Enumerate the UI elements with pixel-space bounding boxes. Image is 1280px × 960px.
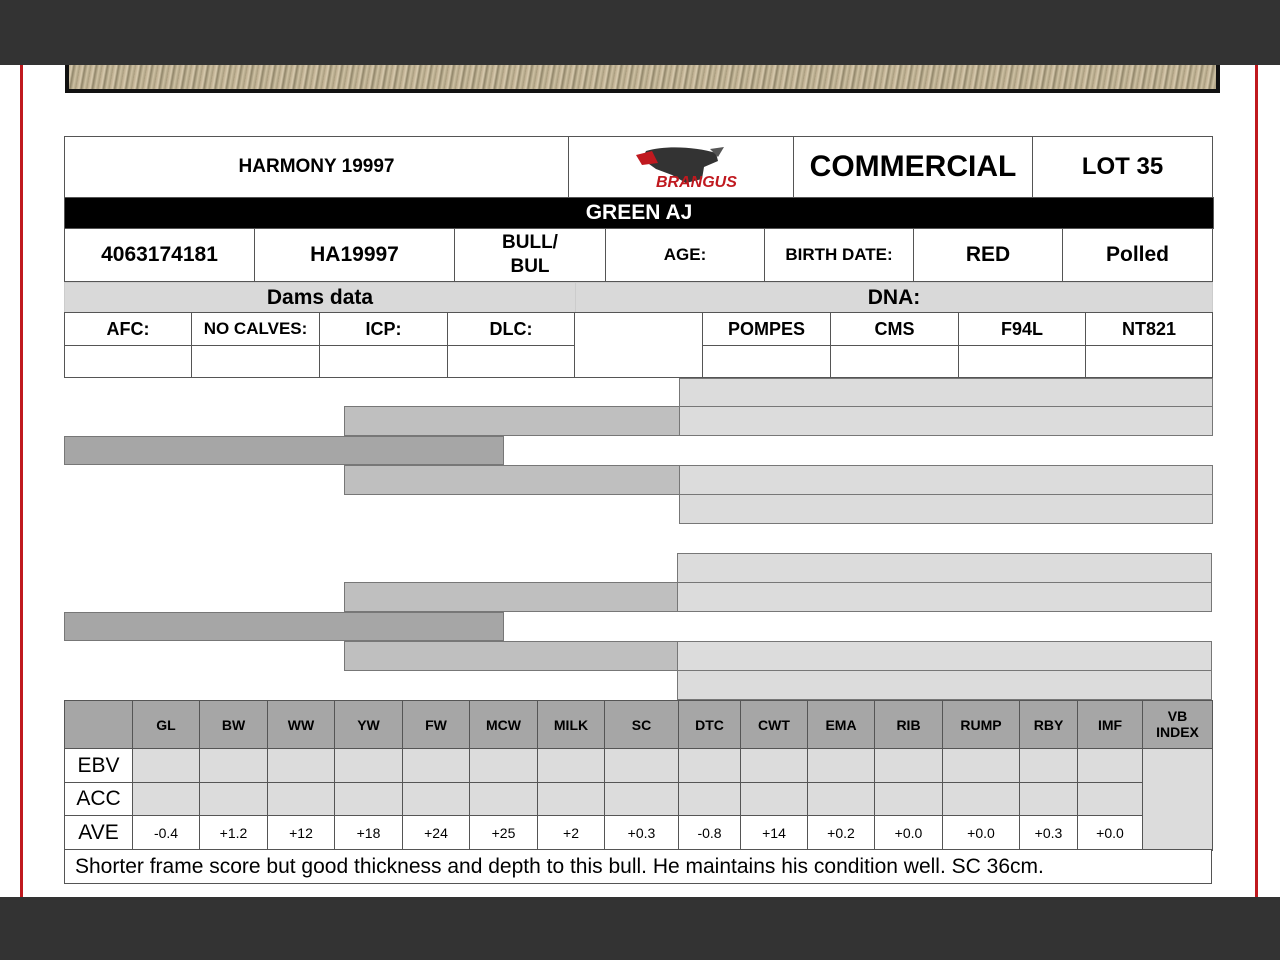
owner-banner: GREEN AJ bbox=[64, 197, 1214, 229]
acc-value-fw bbox=[402, 782, 470, 816]
dams-data-title: Dams data bbox=[64, 282, 576, 313]
pedigree-dam-dam bbox=[344, 641, 678, 671]
ebv-value-dtc bbox=[678, 748, 741, 783]
bottom-bar bbox=[0, 897, 1280, 960]
age-label: AGE: bbox=[605, 228, 765, 282]
icp-value bbox=[319, 345, 448, 378]
ebv-header-dtc: DTC bbox=[678, 700, 741, 749]
acc-value-cwt bbox=[740, 782, 808, 816]
row-label-ebv: EBV bbox=[64, 748, 133, 783]
ebv-value-mcw bbox=[469, 748, 538, 783]
acc-value-imf bbox=[1077, 782, 1143, 816]
ave-value-rby: +0.3 bbox=[1019, 815, 1078, 851]
acc-value-rump bbox=[942, 782, 1020, 816]
sex-field: BULL/ BUL bbox=[454, 228, 606, 282]
ave-value-dtc: -0.8 bbox=[678, 815, 741, 851]
nt821-label: NT821 bbox=[1085, 312, 1213, 346]
dlc-label: DLC: bbox=[447, 312, 575, 346]
cms-label: CMS bbox=[830, 312, 959, 346]
pedigree-sire bbox=[64, 436, 504, 465]
acc-value-gl bbox=[132, 782, 200, 816]
ebv-header-rib: RIB bbox=[874, 700, 943, 749]
ave-value-cwt: +14 bbox=[740, 815, 808, 851]
pedigree-sire-dam bbox=[344, 465, 680, 495]
acc-value-mcw bbox=[469, 782, 538, 816]
afc-value bbox=[64, 345, 192, 378]
no-calves-value bbox=[191, 345, 320, 378]
acc-value-rby bbox=[1019, 782, 1078, 816]
ebv-header-rby: RBY bbox=[1019, 700, 1078, 749]
ebv-header-corner bbox=[64, 700, 133, 749]
vb-index-value bbox=[1142, 748, 1213, 851]
ebv-header-rump: RUMP bbox=[942, 700, 1020, 749]
row-label-ave: AVE bbox=[64, 815, 133, 851]
ave-value-fw: +24 bbox=[402, 815, 470, 851]
acc-value-sc bbox=[604, 782, 679, 816]
ave-value-yw: +18 bbox=[334, 815, 403, 851]
animal-photo bbox=[65, 65, 1220, 93]
ebv-value-gl bbox=[132, 748, 200, 783]
color-field: RED bbox=[913, 228, 1063, 282]
pompes-value bbox=[702, 345, 831, 378]
pedigree-dam-sire-dam bbox=[677, 582, 1212, 612]
pedigree-sire-dam-dam bbox=[679, 494, 1213, 524]
pedigree-dam-dam-dam bbox=[677, 670, 1212, 700]
ebv-value-bw bbox=[199, 748, 268, 783]
registration-number: HA19997 bbox=[254, 228, 455, 282]
horn-status: Polled bbox=[1062, 228, 1213, 282]
row-label-acc: ACC bbox=[64, 782, 133, 816]
acc-value-milk bbox=[537, 782, 605, 816]
top-bar bbox=[0, 0, 1280, 65]
cms-value bbox=[830, 345, 959, 378]
ave-value-rib: +0.0 bbox=[874, 815, 943, 851]
comment-text: Shorter frame score but good thickness and depth to this bull. He maintains his condition well. SC 36cm. bbox=[64, 849, 1212, 884]
acc-value-rib bbox=[874, 782, 943, 816]
ave-value-imf: +0.0 bbox=[1077, 815, 1143, 851]
ebv-value-ema bbox=[807, 748, 875, 783]
pedigree-dam-dam-sire bbox=[677, 641, 1212, 671]
f94l-label: F94L bbox=[958, 312, 1086, 346]
ebv-header-gl: GL bbox=[132, 700, 200, 749]
ebv-value-rib bbox=[874, 748, 943, 783]
page-border-left bbox=[20, 65, 23, 897]
ebv-value-imf bbox=[1077, 748, 1143, 783]
ebv-header-sc: SC bbox=[604, 700, 679, 749]
brand-logo-text: BRANGUS bbox=[656, 174, 737, 189]
pedigree-sire-sire-sire bbox=[679, 378, 1213, 407]
acc-value-yw bbox=[334, 782, 403, 816]
dna-title: DNA: bbox=[575, 282, 1213, 313]
ebv-value-sc bbox=[604, 748, 679, 783]
ebv-value-rby bbox=[1019, 748, 1078, 783]
ebv-header-mcw: MCW bbox=[469, 700, 538, 749]
ebv-value-rump bbox=[942, 748, 1020, 783]
ebv-value-milk bbox=[537, 748, 605, 783]
acc-value-dtc bbox=[678, 782, 741, 816]
acc-value-ww bbox=[267, 782, 335, 816]
pompes-label: POMPES bbox=[702, 312, 831, 346]
no-calves-label: NO CALVES: bbox=[191, 312, 320, 346]
ebv-header-yw: YW bbox=[334, 700, 403, 749]
ebv-header-imf: IMF bbox=[1077, 700, 1143, 749]
brangus-logo bbox=[568, 136, 794, 198]
ebv-header-milk: MILK bbox=[537, 700, 605, 749]
ebv-header-fw: FW bbox=[402, 700, 470, 749]
lot-number: LOT 35 bbox=[1032, 136, 1213, 198]
nt821-value bbox=[1085, 345, 1213, 378]
pedigree-sire-sire bbox=[344, 406, 680, 436]
dna-blank-cell bbox=[574, 312, 703, 378]
vb-index-header: VB INDEX bbox=[1142, 700, 1213, 749]
ave-value-gl: -0.4 bbox=[132, 815, 200, 851]
ave-value-ww: +12 bbox=[267, 815, 335, 851]
acc-value-ema bbox=[807, 782, 875, 816]
icp-label: ICP: bbox=[319, 312, 448, 346]
category-label: COMMERCIAL bbox=[793, 136, 1033, 198]
ebv-value-ww bbox=[267, 748, 335, 783]
ave-value-bw: +1.2 bbox=[199, 815, 268, 851]
page-border-right bbox=[1255, 65, 1258, 897]
ebv-header-bw: BW bbox=[199, 700, 268, 749]
ebv-header-ww: WW bbox=[267, 700, 335, 749]
id-number: 4063174181 bbox=[64, 228, 255, 282]
ave-value-rump: +0.0 bbox=[942, 815, 1020, 851]
ebv-value-fw bbox=[402, 748, 470, 783]
pedigree-sire-sire-dam bbox=[679, 406, 1213, 436]
dlc-value bbox=[447, 345, 575, 378]
pedigree-dam-sire bbox=[344, 582, 678, 612]
acc-value-bw bbox=[199, 782, 268, 816]
f94l-value bbox=[958, 345, 1086, 378]
birth-date-label: BIRTH DATE: bbox=[764, 228, 914, 282]
ebv-value-yw bbox=[334, 748, 403, 783]
pedigree-sire-dam-sire bbox=[679, 465, 1213, 495]
bull-head-icon bbox=[606, 145, 756, 189]
afc-label: AFC: bbox=[64, 312, 192, 346]
ebv-header-ema: EMA bbox=[807, 700, 875, 749]
pedigree-dam-sire-sire bbox=[677, 553, 1212, 583]
ebv-header-cwt: CWT bbox=[740, 700, 808, 749]
ave-value-ema: +0.2 bbox=[807, 815, 875, 851]
ave-value-mcw: +25 bbox=[469, 815, 538, 851]
ave-value-milk: +2 bbox=[537, 815, 605, 851]
animal-name: HARMONY 19997 bbox=[64, 136, 569, 198]
ebv-value-cwt bbox=[740, 748, 808, 783]
ave-value-sc: +0.3 bbox=[604, 815, 679, 851]
pedigree-dam bbox=[64, 612, 504, 641]
